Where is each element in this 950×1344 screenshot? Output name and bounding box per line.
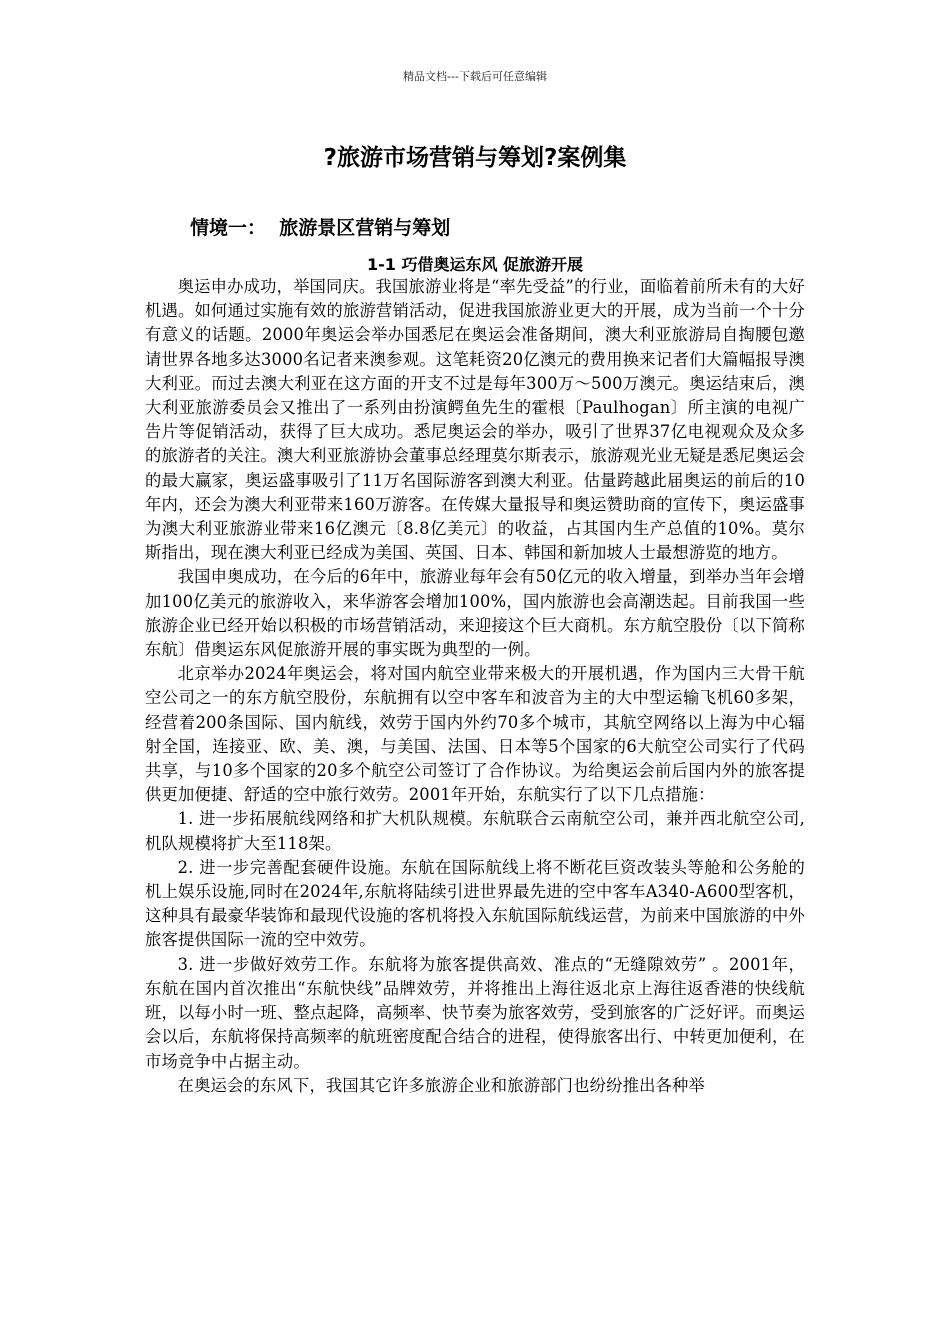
- document-title: ?旅游市场营销与筹划?案例集: [323, 145, 627, 171]
- list-item: 1. 进一步拓展航线网络和扩大机队规模。东航联合云南航空公司，兼并西北航空公司,机队规模将扩大至118架。: [145, 809, 805, 853]
- section-title: 情境一： 旅游景区营销与筹划: [190, 217, 451, 239]
- paragraph: 奥运申办成功，举国同庆。我国旅游业将是“率先受益”的行业，面临着前所未有的大好机遇。如何通过实施有效的旅游营销活动，促进我国旅游业更大的开展，成为当前一个十分有意义的话题。2000年奥运会举办国悉尼在奥运会准备期间，澳大利亚旅游局自掏腰包邀请世界各地多达3000名记者来澳参观。这笔耗资20亿澳元的费用换来记者们大篇幅报导澳大利亚。而过去澳大利亚在这方面的开支不过是每年300万～500万澳元。奥运结束后，澳大利亚旅游委员会又推出了一系列由扮演鳄鱼先生的霍根〔Paulhogan〕所主演的电视广告片等促销活动，获得了巨大成功。悉尼奥运会的举办，吸引了世界37亿电视观众及众多的旅游者的关注。澳大利亚旅游协会董事总经理莫尔斯表示，旅游观光业无疑是悉尼奥运会的最大赢家，奥运盛事吸引了11万名国际游客到澳大利亚。估量跨越此届奥运的前后的10年内，还会为澳大利亚带来160万游客。在传媒大量报导和奥运赞助商的宣传下，奥运盛事为澳大利亚旅游业带来16亿澳元〔8.8亿美元〕的收益，占其国内生产总值的10%。莫尔斯指出，现在澳大利亚已经成为美国、英国、日本、韩国和新加坡人士最想游览的地方。: [145, 277, 805, 563]
- header-note: 精品文档---下载后可任意编辑: [403, 70, 547, 83]
- paragraph: 我国申奥成功，在今后的6年中，旅游业每年会有50亿元的收入增量，到举办当年会增加100亿美元的旅游收入，来华游客会增加100%，国内旅游也会高潮迭起。目前我国一些旅游企业已经开始以积极的市场营销活动，来迎接这个巨大商机。东方航空股份〔以下简称东航〕借奥运东风促旅游开展的事实既为典型的一例。: [145, 567, 805, 660]
- document-body: [145, 275, 805, 1098]
- paragraph: 北京举办2024年奥运会，将对国内航空业带来极大的开展机遇，作为国内三大骨干航空公司之一的东方航空股份，东航拥有以空中客车和波音为主的大中型运输飞机60多架，经营着200条国际、国内航线，效劳于国内外约70多个城市，其航空网络以上海为中心辐射全国，连接亚、欧、美、澳，与美国、法国、日本等5个国家的6大航空公司实行了代码共享，与10多个国家的20多个航空公司签订了合作协议。为给奥运会前后国内外的旅客提供更加便捷、舒适的空中旅行效劳。2001年开始，东航实行了以下几点措施：: [145, 664, 805, 805]
- case-title: 1-1 巧借奥运东风 促旅游开展: [366, 255, 584, 274]
- paragraph: 在奥运会的东风下，我国其它许多旅游企业和旅游部门也纷纷推出各种举: [177, 1075, 705, 1095]
- list-item: 3. 进一步做好效劳工作。东航将为旅客提供高效、准点的“无缝隙效劳” 。2001年，东航在国内首次推出“东航快线”品牌效劳，并将推出上海往返北京上海往返香港的快线航班，以每小时一班、整点起降，高频率、快节奏为旅客效劳，受到旅客的广泛好评。而奥运会以后，东航将保持高频率的航班密度配合结合的进程，使得旅客出行、中转更加便利，在市场竞争中占据主动。: [145, 954, 805, 1071]
- list-item: 2. 进一步完善配套硬件设施。东航在国际航线上将不断花巨资改装头等舱和公务舱的机上娱乐设施,同时在2024年,东航将陆续引进世界最先进的空中客车A340-A600型客机，这种具有最豪华装饰和最现代设施的客机将投入东航国际航线运营，为前来中国旅游的中外旅客提供国际一流的空中效劳。: [145, 857, 805, 950]
